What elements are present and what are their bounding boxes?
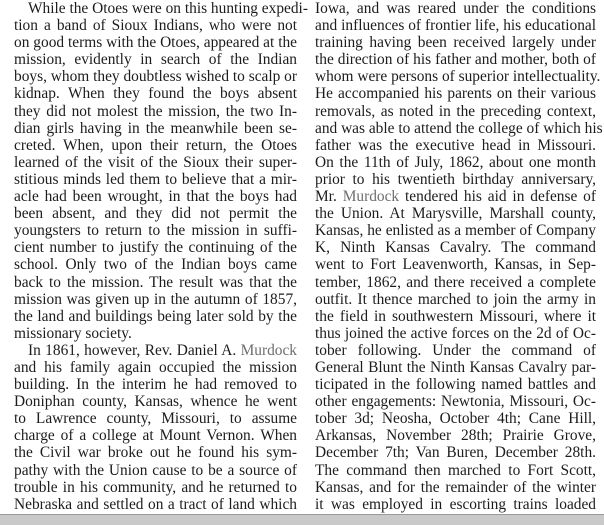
- text-line-content: the direction of his father and mother, both of: [315, 51, 596, 69]
- text-line-content: Nebraska and settled on a tract of land which: [14, 495, 297, 513]
- text-line: [315, 410, 596, 427]
- text-line: [315, 444, 596, 461]
- text-line-content: kidnap. When they found the boys absent: [14, 85, 297, 103]
- text-line: [315, 154, 596, 171]
- text-line: [315, 496, 596, 513]
- text-line: [14, 171, 297, 188]
- text-line: [14, 137, 297, 154]
- text-line: [14, 325, 297, 342]
- text-line-content: to Lawrence county, Missouri, to assume: [14, 410, 297, 428]
- text-line: [315, 462, 596, 479]
- text-line: [315, 308, 596, 325]
- text-line: [14, 274, 297, 291]
- text-line: [14, 17, 297, 34]
- text-line-content: charge of a college at Mount Vernon. When: [14, 427, 297, 445]
- text-line-content: outfit. It thence marched to join the army in: [315, 290, 596, 308]
- text-line-content: Doniphan county, Kansas, whence he went: [14, 393, 297, 411]
- text-line-content: He accompanied his parents on their various: [315, 85, 596, 103]
- text-line-content: pathy with the Union cause to be a source of: [14, 461, 297, 479]
- left-text-column: [14, 0, 308, 513]
- text-line-prefix: Mr.: [315, 188, 343, 206]
- text-line-content: K, Ninth Kansas Cavalry. The command: [315, 239, 596, 257]
- text-line-content: school. Only two of the Indian boys came: [14, 256, 297, 274]
- text-line: [315, 188, 596, 205]
- text-line-content: missionary society.: [14, 324, 132, 342]
- text-line: [315, 342, 596, 359]
- text-line: [14, 51, 297, 68]
- text-line-content: tober following. Under the command of: [315, 341, 596, 359]
- text-line-content: back to the mission. The result was that the: [14, 273, 297, 291]
- text-line: [14, 68, 297, 85]
- text-line: [14, 308, 297, 325]
- text-line-content: trouble in his community, and he returned to: [14, 478, 297, 496]
- text-line: [315, 34, 596, 51]
- text-line-content: mission was given up in the autumn of 1857,: [14, 290, 297, 308]
- text-line: [315, 274, 596, 291]
- text-line-content: other engagements: Newtonia, Missouri, Oc-: [315, 393, 596, 411]
- bottom-scroll-bar[interactable]: [0, 514, 604, 525]
- text-line: [14, 103, 297, 120]
- text-line-content: father was the executive head in Missouri.: [315, 136, 596, 154]
- text-line-content: acle had been wrought, in that the boys had: [14, 188, 297, 206]
- text-line-content: and his family again occupied the mission: [14, 358, 297, 376]
- text-line-content: tember, 1862, and there received a complete: [315, 273, 596, 291]
- text-line-content: the land and buildings being later sold by the: [14, 307, 297, 325]
- text-line-content: Iowa, and was reared under the conditions: [315, 0, 596, 17]
- text-line: [315, 325, 596, 342]
- text-line-content: whom were persons of superior intellectuality.: [315, 68, 601, 86]
- text-line: [315, 479, 596, 496]
- right-text-column: [315, 0, 603, 513]
- text-line-content: prior to his twentieth birthday anniversary,: [315, 170, 596, 188]
- text-line-content: cient number to justify the continuing of the: [14, 239, 297, 257]
- highlighted-name-link[interactable]: Murdock: [240, 341, 297, 359]
- text-line: [14, 479, 297, 496]
- text-line-content: went to Fort Leavenworth, Kansas, in Sep-: [315, 256, 596, 274]
- text-line: [14, 0, 308, 17]
- text-line-content: the Union. At Marysville, Marshall county,: [315, 205, 596, 223]
- text-line: [14, 154, 297, 171]
- text-line-content: tober 3d; Neosha, October 4th; Cane Hill,: [315, 410, 596, 428]
- highlighted-name-link[interactable]: Murdock: [342, 188, 400, 206]
- text-line-content: Kansas, he enlisted as a member of Company: [315, 222, 596, 240]
- text-line: [315, 103, 596, 120]
- text-line-content: youngsters to return to the mission in suffi-: [14, 222, 297, 240]
- text-line-content: boys, whom they doubtless wished to scalp or: [14, 68, 297, 86]
- text-line: [14, 256, 297, 273]
- text-line: [315, 222, 596, 239]
- text-line-content: ticipated in the following named battles and: [315, 376, 596, 394]
- text-line-content: On the 11th of July, 1862, about one month: [315, 153, 596, 171]
- text-line-content: on good terms with the Otoes, appeared at the: [14, 34, 297, 52]
- text-line: [14, 410, 297, 427]
- text-line: [315, 376, 596, 393]
- text-line: [315, 256, 596, 273]
- text-line: [315, 51, 596, 68]
- text-line: [14, 34, 297, 51]
- text-line: [14, 496, 297, 513]
- text-line-content: and was able to attend the college of which his: [315, 119, 603, 137]
- text-line-content: removals, as noted in the preceding context,: [315, 102, 596, 120]
- text-line-content: and influences of frontier life, his educational: [315, 17, 596, 35]
- text-line: [315, 171, 596, 188]
- text-line: [14, 342, 297, 359]
- text-line: [315, 291, 596, 308]
- text-line: [315, 205, 596, 222]
- text-line-content: they did not molest the mission, the two In-: [14, 102, 297, 120]
- text-line: [315, 119, 603, 137]
- text-line-content: mission, evidently in search of the Indian: [14, 51, 297, 69]
- text-line: [315, 137, 596, 154]
- text-line: [14, 462, 297, 479]
- text-line: [14, 427, 297, 444]
- text-line: [315, 68, 601, 86]
- text-line-content: tion a band of Sioux Indians, who were not: [14, 17, 297, 35]
- text-line-content: dian girls having in the meanwhile been se-: [14, 119, 297, 137]
- text-line: [315, 359, 596, 376]
- text-line: [14, 291, 297, 308]
- text-line: [315, 393, 596, 410]
- text-line: [315, 0, 596, 17]
- text-line-content: been absent, and they did not permit the: [14, 205, 297, 223]
- text-line-content: The command then marched to Fort Scott,: [315, 461, 596, 479]
- text-line: [315, 239, 596, 256]
- text-line: [14, 359, 297, 376]
- text-line: [315, 427, 596, 444]
- text-line-content: training having been received largely under: [315, 34, 596, 52]
- text-line: [14, 120, 297, 137]
- text-line-content: General Blunt the Ninth Kansas Cavalry par-: [315, 358, 596, 376]
- text-line-content: thus joined the active forces on the 2d of Oc-: [315, 324, 596, 342]
- text-line: [14, 239, 297, 256]
- text-line: [14, 444, 297, 461]
- text-line-content: stitious minds led them to believe that a mir-: [14, 170, 297, 188]
- text-line-content: tendered his aid in defense of: [399, 188, 597, 206]
- text-line-content: building. In the interim he had removed to: [14, 376, 297, 394]
- text-line-content: the field in southwestern Missouri, where it: [315, 307, 596, 325]
- text-line: [315, 85, 596, 102]
- text-line-content: it was employed in escorting trains loaded: [315, 495, 596, 513]
- text-line-content: Arkansas, November 28th; Prairie Grove,: [315, 427, 596, 445]
- text-line: [14, 85, 297, 102]
- text-line-content: While the Otoes were on this hunting expedi-: [28, 0, 308, 17]
- text-line-content: December 7th; Van Buren, December 28th.: [315, 444, 596, 462]
- text-line-content: In 1861, however, Rev. Daniel A.: [28, 341, 241, 359]
- text-line: [14, 376, 297, 393]
- text-line-content: creted. When, upon their return, the Otoes: [14, 136, 297, 154]
- text-line-content: learned of the visit of the Sioux their super-: [14, 153, 297, 171]
- text-line: [315, 17, 596, 34]
- text-line: [14, 205, 297, 222]
- text-line: [14, 222, 297, 239]
- text-line-content: Kansas, and for the remainder of the winter: [315, 478, 596, 496]
- text-line: [14, 393, 297, 410]
- text-line: [14, 188, 297, 205]
- text-line-content: the Civil war broke out he found his sym-: [14, 444, 297, 462]
